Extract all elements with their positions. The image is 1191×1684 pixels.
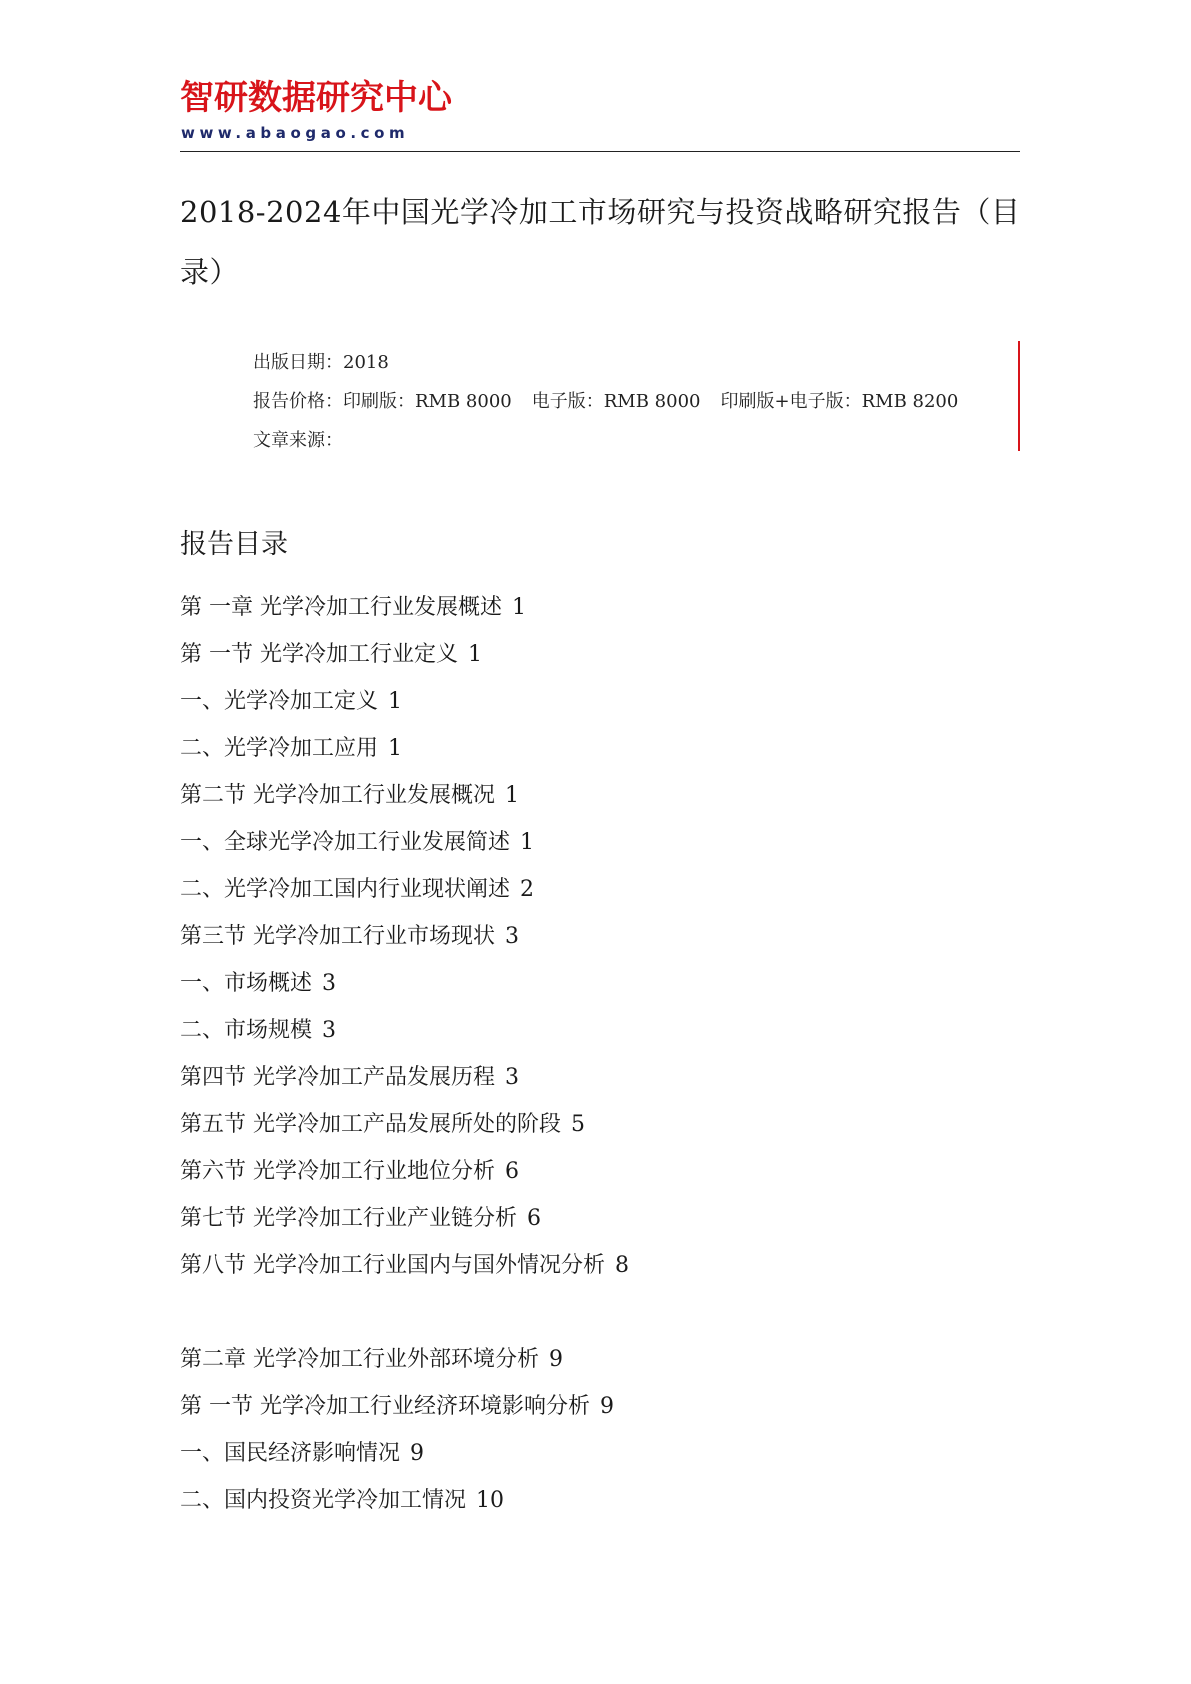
toc-item[interactable]: [180, 1007, 1010, 1054]
toc-item-page: 1: [520, 830, 535, 855]
price-label: 报告价格：: [253, 391, 343, 412]
toc-item[interactable]: [180, 866, 1010, 913]
toc-item-page: 1: [388, 689, 403, 714]
toc-list: [180, 584, 1010, 1524]
price-print: 印刷版：RMB 8000: [343, 391, 512, 412]
toc-item-text: 第二章 光学冷加工行业外部环境分析: [180, 1347, 539, 1372]
toc-item-page: 1: [468, 642, 482, 667]
toc-item-page: 2: [520, 877, 535, 902]
header-divider: [180, 151, 1020, 152]
toc-item[interactable]: [180, 1195, 1010, 1242]
report-price: [253, 382, 958, 421]
toc-item-page: 3: [505, 924, 519, 949]
toc-item-text: 第二节 光学冷加工行业发展概况: [180, 783, 495, 808]
toc-item[interactable]: [180, 1054, 1010, 1101]
toc-item-page: 5: [571, 1112, 585, 1137]
toc-item-page: 9: [600, 1394, 614, 1419]
toc-item[interactable]: [180, 1430, 1010, 1477]
toc-item[interactable]: [180, 725, 1010, 772]
toc-item[interactable]: [180, 960, 1010, 1007]
toc-item-page: 1: [505, 783, 519, 808]
toc-item-text: 二、国内投资光学冷加工情况: [180, 1488, 467, 1513]
toc-item[interactable]: [180, 1336, 1010, 1383]
toc-item-text: 第 一章 光学冷加工行业发展概述: [180, 595, 502, 620]
toc-item[interactable]: [180, 1383, 1010, 1430]
toc-item-text: 第 一节 光学冷加工行业定义: [180, 642, 458, 667]
toc-item[interactable]: [180, 1477, 1010, 1524]
price-both: 印刷版+电子版：RMB 8200: [720, 391, 959, 412]
toc-item-text: 一、国民经济影响情况: [180, 1441, 401, 1466]
toc-item[interactable]: [180, 1101, 1010, 1148]
toc-item-page: 9: [410, 1441, 425, 1466]
toc-item[interactable]: [180, 584, 1010, 631]
toc-item-text: 第三节 光学冷加工行业市场现状: [180, 924, 495, 949]
toc-item[interactable]: [180, 678, 1010, 725]
toc-item-text: 第 一节 光学冷加工行业经济环境影响分析: [180, 1394, 590, 1419]
toc-item-page: 1: [388, 736, 403, 761]
toc-item-page: 3: [505, 1065, 519, 1090]
toc-item-text: 二、光学冷加工应用: [180, 736, 379, 761]
toc-item-text: 第六节 光学冷加工行业地位分析: [180, 1159, 495, 1184]
toc-item-page: 3: [322, 1018, 337, 1043]
toc-item-text: 一、光学冷加工定义: [180, 689, 379, 714]
toc-heading: 报告目录: [180, 529, 288, 560]
toc-item[interactable]: [180, 819, 1010, 866]
toc-item[interactable]: [180, 631, 1010, 678]
meta-accent-bar: [1018, 341, 1020, 451]
toc-item-page: 8: [615, 1253, 629, 1278]
toc-item-page: 6: [527, 1206, 541, 1231]
price-electronic: 电子版：RMB 8000: [531, 391, 701, 412]
toc-item-text: 二、光学冷加工国内行业现状阐述: [180, 877, 511, 902]
toc-item-text: 第八节 光学冷加工行业国内与国外情况分析: [180, 1253, 605, 1278]
document-title: 2018-2024年中国光学冷加工市场研究与投资战略研究报告（目录）: [180, 195, 1021, 289]
report-meta: [253, 343, 958, 460]
toc-item-page: 6: [505, 1159, 519, 1184]
toc-item-text: 第七节 光学冷加工行业产业链分析: [180, 1206, 517, 1231]
toc-item[interactable]: [180, 1242, 1010, 1289]
toc-item-text: 第五节 光学冷加工产品发展所处的阶段: [180, 1112, 561, 1137]
toc-item-page: 1: [512, 595, 526, 620]
toc-item-text: 二、市场规模: [180, 1018, 313, 1043]
publish-date: 出版日期：2018: [253, 352, 389, 373]
logo-url[interactable]: www.abaogao.com: [181, 124, 410, 142]
toc-spacer: [180, 1289, 1010, 1336]
toc-item[interactable]: [180, 1148, 1010, 1195]
toc-item-text: 第四节 光学冷加工产品发展历程: [180, 1065, 495, 1090]
toc-item[interactable]: [180, 772, 1010, 819]
toc-item-text: 一、全球光学冷加工行业发展简述: [180, 830, 511, 855]
toc-item-text: 一、市场概述: [180, 971, 313, 996]
toc-item-page: 3: [322, 971, 337, 996]
toc-item-page: 10: [476, 1488, 505, 1513]
toc-item-page: 9: [549, 1347, 563, 1372]
logo-title: 智研数据研究中心: [180, 78, 452, 118]
article-source: 文章来源：: [253, 430, 343, 451]
toc-item[interactable]: [180, 913, 1010, 960]
